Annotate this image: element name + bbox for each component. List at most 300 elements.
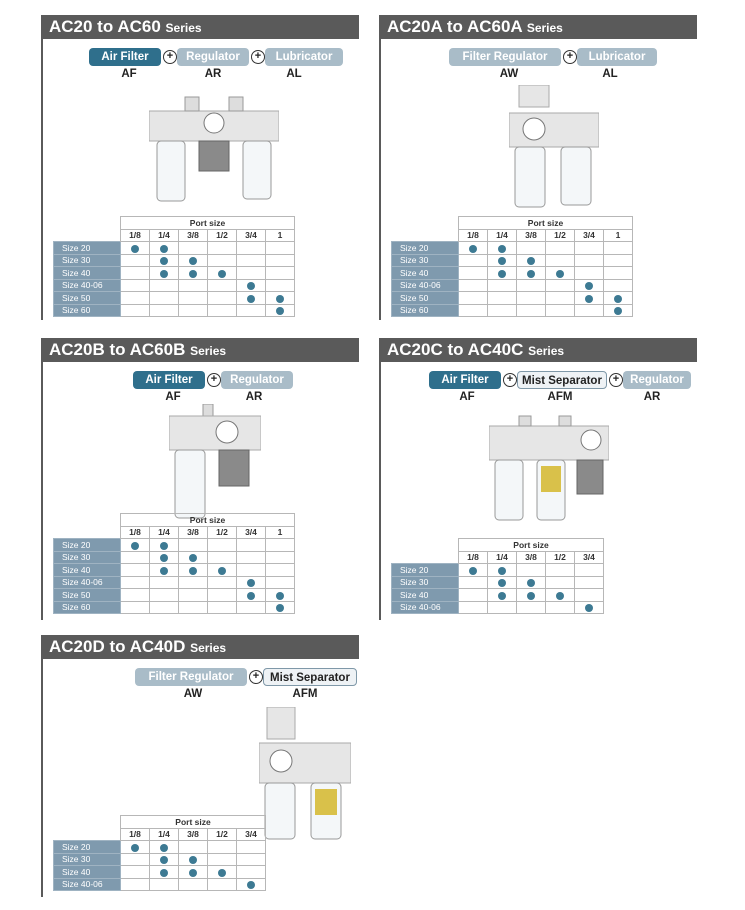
column-header: 1/2 <box>546 229 575 242</box>
unit-regulator: Regulator <box>177 48 249 66</box>
table-row <box>54 267 295 280</box>
size-label: Size 30 <box>392 254 459 267</box>
port-size-cell <box>604 267 633 280</box>
rows <box>392 564 604 614</box>
size-label: Size 50 <box>54 292 121 305</box>
table-row <box>54 866 266 879</box>
port-size-cell <box>150 841 179 854</box>
table-row <box>54 601 295 614</box>
column-header: 3/8 <box>179 229 208 242</box>
port-size-cell <box>266 267 295 280</box>
series-title-text: AC20 to AC60 <box>49 17 161 36</box>
port-size-cell <box>208 878 237 891</box>
available-dot-icon <box>527 592 535 600</box>
port-size-header: Port size <box>459 539 604 552</box>
table-row <box>54 292 295 305</box>
size-label: Size 20 <box>54 539 121 552</box>
available-dot-icon <box>131 245 139 253</box>
series-title-text: AC20C to AC40C <box>387 340 524 359</box>
available-dot-icon <box>469 245 477 253</box>
port-size-cell <box>121 589 150 602</box>
available-dot-icon <box>160 844 168 852</box>
port-size-cell <box>150 601 179 614</box>
table-row <box>54 878 266 891</box>
panel-border <box>41 39 43 320</box>
size-label: Size 30 <box>54 551 121 564</box>
port-size-cell <box>208 551 237 564</box>
available-dot-icon <box>247 881 255 889</box>
port-size-cell <box>459 601 488 614</box>
panel-border <box>379 362 381 620</box>
port-size-cell <box>179 576 208 589</box>
available-dot-icon <box>247 579 255 587</box>
port-size-cell <box>150 589 179 602</box>
port-size-cell <box>575 267 604 280</box>
unit-code: AFM <box>292 688 318 700</box>
port-size-cell <box>546 564 575 577</box>
available-dot-icon <box>585 295 593 303</box>
port-size-cell <box>150 576 179 589</box>
port-size-cell <box>575 304 604 317</box>
series-title <box>41 635 359 659</box>
port-size-cell <box>121 304 150 317</box>
port-size-cell <box>208 589 237 602</box>
port-size-cell <box>208 841 237 854</box>
port-size-header: Port size <box>459 217 633 230</box>
size-label: Size 40-06 <box>54 878 121 891</box>
table-row <box>392 304 633 317</box>
port-size-cell <box>517 267 546 280</box>
port-size-cell <box>488 254 517 267</box>
column-header: 1/2 <box>208 526 237 539</box>
table-row <box>392 242 633 255</box>
unit-filter-regulator: Filter Regulator <box>135 668 247 686</box>
port-size-cell <box>179 292 208 305</box>
port-size-cell <box>546 279 575 292</box>
available-dot-icon <box>160 567 168 575</box>
port-size-cell <box>150 866 179 879</box>
table-row <box>54 589 295 602</box>
unit-code: AR <box>643 391 661 403</box>
size-label: Size 40-06 <box>392 601 459 614</box>
available-dot-icon <box>527 579 535 587</box>
port-size-cell <box>150 292 179 305</box>
port-size-table <box>53 513 295 614</box>
table-row <box>54 539 295 552</box>
available-dot-icon <box>218 869 226 877</box>
column-header: 1/2 <box>208 828 237 841</box>
unit-regulator: Regulator <box>623 371 691 389</box>
port-size-cell <box>459 564 488 577</box>
table-row <box>392 589 604 602</box>
size-label: Size 20 <box>54 841 121 854</box>
series-title-text: AC20B to AC60B <box>49 340 186 359</box>
column-header: 1/8 <box>121 828 150 841</box>
product-illustration <box>509 85 599 209</box>
unit-code: AF <box>459 391 475 403</box>
port-size-cell <box>179 551 208 564</box>
table-row <box>392 279 633 292</box>
unit-air-filter: Air Filter <box>429 371 501 389</box>
table-row <box>54 279 295 292</box>
series-title <box>41 338 359 362</box>
unit-combination <box>449 48 659 66</box>
unit-code: AW <box>183 688 203 700</box>
series-title-text: AC20D to AC40D <box>49 637 186 656</box>
port-size-cell <box>121 539 150 552</box>
port-size-cell <box>575 242 604 255</box>
port-size-cell <box>266 254 295 267</box>
unit-code: AR <box>245 391 263 403</box>
plus-icon: + <box>163 50 177 64</box>
plus-icon: + <box>503 373 517 387</box>
table-row <box>54 841 266 854</box>
port-size-cell <box>150 878 179 891</box>
port-size-cell <box>517 576 546 589</box>
available-dot-icon <box>160 869 168 877</box>
size-label: Size 60 <box>54 304 121 317</box>
series-panel-ac20a-ac60a <box>379 15 697 320</box>
port-size-table <box>391 538 604 614</box>
port-size-cell <box>179 539 208 552</box>
port-size-cell <box>266 279 295 292</box>
port-size-cell <box>179 589 208 602</box>
port-size-cell <box>575 254 604 267</box>
port-size-cell <box>179 254 208 267</box>
table-row <box>54 242 295 255</box>
port-size-cell <box>488 304 517 317</box>
plus-icon: + <box>251 50 265 64</box>
port-size-cell <box>517 279 546 292</box>
port-size-cell <box>546 254 575 267</box>
port-size-cell <box>604 279 633 292</box>
port-size-cell <box>237 564 266 577</box>
unit-combination <box>135 668 360 686</box>
column-header: 1/4 <box>150 828 179 841</box>
size-label: Size 40 <box>54 564 121 577</box>
port-size-cell <box>237 866 266 879</box>
port-size-cell <box>459 589 488 602</box>
port-size-cell <box>179 601 208 614</box>
column-header: 3/4 <box>237 828 266 841</box>
column-header: 1/2 <box>546 551 575 564</box>
port-size-cell <box>488 589 517 602</box>
size-label: Size 40 <box>54 866 121 879</box>
port-size-cell <box>150 853 179 866</box>
port-size-cell <box>208 242 237 255</box>
port-size-cell <box>208 254 237 267</box>
port-size-cell <box>150 279 179 292</box>
unit-regulator: Regulator <box>221 371 293 389</box>
size-label: Size 30 <box>392 576 459 589</box>
port-size-cell <box>266 292 295 305</box>
column-header: 3/4 <box>237 229 266 242</box>
available-dot-icon <box>160 542 168 550</box>
product-illustration <box>489 408 609 524</box>
plus-icon: + <box>563 50 577 64</box>
unit-air-filter: Air Filter <box>89 48 161 66</box>
port-size-cell <box>121 601 150 614</box>
available-dot-icon <box>498 245 506 253</box>
table-row <box>54 576 295 589</box>
port-size-table <box>391 216 633 317</box>
size-label: Size 30 <box>54 254 121 267</box>
port-size-cell <box>266 589 295 602</box>
port-size-cell <box>237 279 266 292</box>
size-label: Size 50 <box>392 292 459 305</box>
port-size-cell <box>237 601 266 614</box>
panel-border <box>41 362 43 620</box>
column-header-row <box>54 828 266 841</box>
size-label: Size 60 <box>392 304 459 317</box>
table-row <box>54 304 295 317</box>
port-size-cell <box>208 292 237 305</box>
size-label: Size 40-06 <box>54 576 121 589</box>
available-dot-icon <box>160 270 168 278</box>
available-dot-icon <box>498 579 506 587</box>
port-size-cell <box>179 866 208 879</box>
column-header: 1/8 <box>121 229 150 242</box>
unit-combination <box>89 48 339 66</box>
port-size-cell <box>121 878 150 891</box>
series-title-text: AC20A to AC60A <box>387 17 523 36</box>
port-size-cell <box>179 564 208 577</box>
port-size-cell <box>517 601 546 614</box>
port-size-cell <box>604 292 633 305</box>
column-header: 3/8 <box>179 828 208 841</box>
size-label: Size 60 <box>54 601 121 614</box>
port-size-cell <box>488 242 517 255</box>
port-size-cell <box>150 304 179 317</box>
port-size-cell <box>237 878 266 891</box>
size-label: Size 20 <box>392 242 459 255</box>
port-size-cell <box>237 304 266 317</box>
available-dot-icon <box>498 567 506 575</box>
column-header: 1/4 <box>150 526 179 539</box>
port-size-cell <box>237 551 266 564</box>
port-size-cell <box>575 576 604 589</box>
size-label: Size 40-06 <box>392 279 459 292</box>
port-size-cell <box>546 267 575 280</box>
plus-icon: + <box>207 373 221 387</box>
port-size-header: Port size <box>121 514 295 527</box>
port-size-cell <box>266 576 295 589</box>
port-size-cell <box>575 601 604 614</box>
available-dot-icon <box>276 604 284 612</box>
unit-lubricator: Lubricator <box>577 48 657 66</box>
port-size-cell <box>179 841 208 854</box>
series-panel-ac20d-ac40d <box>41 635 359 897</box>
series-panel-ac20b-ac60b <box>41 338 359 620</box>
port-size-cell <box>604 242 633 255</box>
table-row <box>392 564 604 577</box>
port-size-cell <box>208 564 237 577</box>
available-dot-icon <box>527 257 535 265</box>
column-header: 1/2 <box>208 229 237 242</box>
port-size-cell <box>237 254 266 267</box>
series-panel-ac20-ac60 <box>41 15 359 320</box>
port-size-cell <box>208 576 237 589</box>
port-size-cell <box>237 853 266 866</box>
port-size-header: Port size <box>121 816 266 829</box>
port-size-cell <box>459 576 488 589</box>
unit-code: AR <box>204 68 222 80</box>
port-size-cell <box>604 254 633 267</box>
port-size-header: Port size <box>121 217 295 230</box>
available-dot-icon <box>585 282 593 290</box>
table-row <box>54 564 295 577</box>
unit-mist-separator: Mist Separator <box>517 371 607 389</box>
port-size-cell <box>179 279 208 292</box>
port-size-cell <box>266 551 295 564</box>
size-label: Size 40 <box>392 589 459 602</box>
port-size-cell <box>266 539 295 552</box>
unit-mist-separator: Mist Separator <box>263 668 357 686</box>
port-size-cell <box>266 242 295 255</box>
port-size-cell <box>266 601 295 614</box>
port-size-cell <box>121 866 150 879</box>
size-label: Size 40 <box>54 267 121 280</box>
port-size-cell <box>266 304 295 317</box>
table-row <box>392 601 604 614</box>
port-size-cell <box>459 267 488 280</box>
available-dot-icon <box>498 257 506 265</box>
available-dot-icon <box>160 856 168 864</box>
plus-icon: + <box>249 670 263 684</box>
unit-lubricator: Lubricator <box>265 48 343 66</box>
size-label: Size 40-06 <box>54 279 121 292</box>
series-title <box>41 15 359 39</box>
port-size-cell <box>237 576 266 589</box>
series-title <box>379 15 697 39</box>
size-label: Size 30 <box>54 853 121 866</box>
series-suffix: Series <box>526 21 563 35</box>
available-dot-icon <box>498 270 506 278</box>
table-row <box>392 292 633 305</box>
port-size-cell <box>517 254 546 267</box>
series-title <box>379 338 697 362</box>
available-dot-icon <box>276 592 284 600</box>
unit-code: AF <box>165 391 181 403</box>
column-header: 1/4 <box>150 229 179 242</box>
available-dot-icon <box>247 295 255 303</box>
port-size-cell <box>121 841 150 854</box>
available-dot-icon <box>218 270 226 278</box>
table-row <box>54 551 295 564</box>
series-suffix: Series <box>190 641 227 655</box>
unit-code: AW <box>499 68 519 80</box>
port-size-cell <box>208 601 237 614</box>
port-size-cell <box>237 841 266 854</box>
column-header: 1 <box>604 229 633 242</box>
available-dot-icon <box>189 257 197 265</box>
port-size-cell <box>459 304 488 317</box>
series-suffix: Series <box>190 344 227 358</box>
port-size-table <box>53 216 295 317</box>
available-dot-icon <box>189 270 197 278</box>
available-dot-icon <box>498 592 506 600</box>
column-header-row <box>392 229 633 242</box>
table-row <box>392 267 633 280</box>
table-row <box>54 254 295 267</box>
product-illustration <box>259 707 351 841</box>
available-dot-icon <box>160 554 168 562</box>
port-size-cell <box>237 539 266 552</box>
port-size-cell <box>488 576 517 589</box>
column-header: 3/8 <box>179 526 208 539</box>
available-dot-icon <box>614 295 622 303</box>
port-size-cell <box>517 304 546 317</box>
column-header: 1/8 <box>459 229 488 242</box>
rows <box>54 242 295 317</box>
port-size-cell <box>488 564 517 577</box>
rows <box>54 539 295 614</box>
unit-code: AL <box>602 68 618 80</box>
port-size-cell <box>546 242 575 255</box>
available-dot-icon <box>247 282 255 290</box>
port-size-cell <box>488 267 517 280</box>
port-size-cell <box>459 279 488 292</box>
available-dot-icon <box>160 245 168 253</box>
size-label: Size 50 <box>54 589 121 602</box>
product-illustration <box>149 93 279 205</box>
port-size-cell <box>266 564 295 577</box>
rows <box>392 242 633 317</box>
port-size-cell <box>575 279 604 292</box>
port-size-cell <box>150 242 179 255</box>
column-header: 3/8 <box>517 229 546 242</box>
port-size-cell <box>575 292 604 305</box>
unit-code: AFM <box>547 391 573 403</box>
available-dot-icon <box>218 567 226 575</box>
port-size-cell <box>150 539 179 552</box>
port-size-cell <box>459 254 488 267</box>
available-dot-icon <box>276 295 284 303</box>
port-size-cell <box>150 564 179 577</box>
port-size-cell <box>208 267 237 280</box>
port-size-cell <box>546 292 575 305</box>
port-size-cell <box>546 601 575 614</box>
table-row <box>392 576 604 589</box>
unit-combination <box>429 371 694 389</box>
port-size-cell <box>237 267 266 280</box>
rows <box>54 841 266 891</box>
size-label: Size 20 <box>392 564 459 577</box>
port-size-cell <box>575 589 604 602</box>
port-size-cell <box>575 564 604 577</box>
available-dot-icon <box>556 592 564 600</box>
column-header: 3/8 <box>517 551 546 564</box>
available-dot-icon <box>469 567 477 575</box>
available-dot-icon <box>160 257 168 265</box>
port-size-cell <box>237 242 266 255</box>
port-size-cell <box>546 304 575 317</box>
column-header: 1 <box>266 526 295 539</box>
port-size-cell <box>237 589 266 602</box>
series-suffix: Series <box>165 21 202 35</box>
port-size-cell <box>604 304 633 317</box>
port-size-table <box>53 815 266 891</box>
available-dot-icon <box>131 844 139 852</box>
column-header: 3/4 <box>575 229 604 242</box>
port-size-cell <box>150 267 179 280</box>
column-header: 1/8 <box>459 551 488 564</box>
port-size-cell <box>179 267 208 280</box>
unit-code: AF <box>121 68 137 80</box>
table-row <box>392 254 633 267</box>
port-size-cell <box>488 601 517 614</box>
port-size-cell <box>546 576 575 589</box>
